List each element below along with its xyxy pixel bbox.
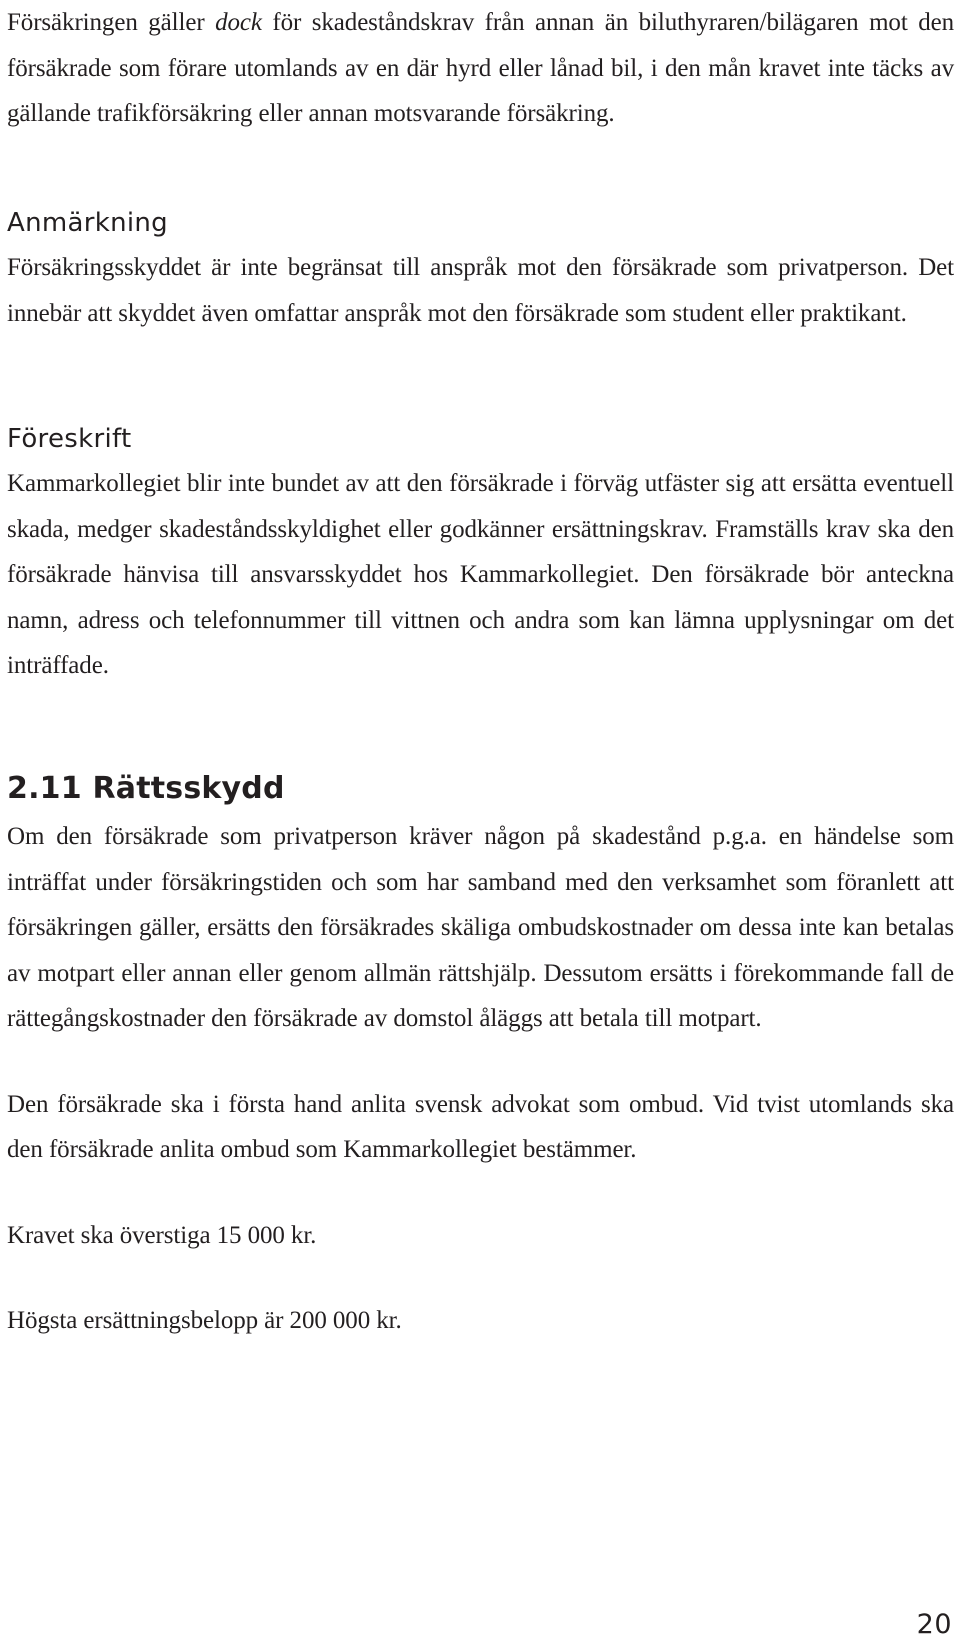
section-paragraph-2: Den försäkrade ska i första hand anlita svensk advokat som ombud. Vid tvist utomlands ska den försäkrade anlita ombud som Kammarkollegiet bestämmer. [7,1090,954,1163]
section-paragraph-3: Kravet ska överstiga 15 000 kr. [7,1221,317,1249]
intro-section [7,0,954,137]
intro-text-before: Försäkringen gäller [7,9,216,36]
foreskrift-section [7,419,954,689]
section-paragraph-4: Högsta ersättningsbelopp är 200 000 kr. [7,1307,402,1334]
intro-paragraph [7,0,954,137]
anmarkning-section [7,203,954,336]
intro-text-after: för skadeståndskrav från annan än biluthyraren/bilägaren mot den försäkrade som förare utomlands av en där hyrd eller lånad bil, i den mån kravet inte täcks av gällande trafikförsäkring eller annan motsvarande försäkring. [7,9,954,127]
page-number: 20 [916,1609,952,1640]
intro-text-italic: dock [215,9,262,36]
foreskrift-heading: Föreskrift [7,424,132,454]
rattsskydd-section [7,768,954,1344]
anmarkning-heading: Anmärkning [7,208,168,238]
section-heading: 2.11 Rättsskydd [7,771,285,806]
anmarkning-paragraph: Försäkringsskyddet är inte begränsat till anspråk mot den försäkrade som privatperson. Det innebär att skyddet även omfattar anspråk mot den försäkrade som student eller praktikant. [7,254,954,327]
section-paragraph-1: Om den försäkrade som privatperson kräver någon på skadestånd p.g.a. en händelse som inträffat under försäkringstiden och som har samband med den verksamhet som föranlett att försäkringen gäller, ersätts den försäkrades skäliga ombudskostnader om dessa inte kan betalas av motpart eller annan eller genom allmän rättshjälp. Dessutom ersätts i förekommande fall de rättegångskostnader den försäkrade av domstol åläggs att betala till motpart. [7,823,954,1032]
foreskrift-paragraph: Kammarkollegiet blir inte bundet av att den försäkrade i förväg utfäster sig att ersätta eventuell skada, medger skadeståndsskyldighet eller godkänner ersättningskrav. Framställs krav ska den försäkrade hänvisa till ansvarsskyddet hos Kammarkollegiet. Den försäkrade bör anteckna namn, adress och telefonnummer till vittnen och andra som kan lämna upplysningar om det inträffade. [7,470,954,679]
